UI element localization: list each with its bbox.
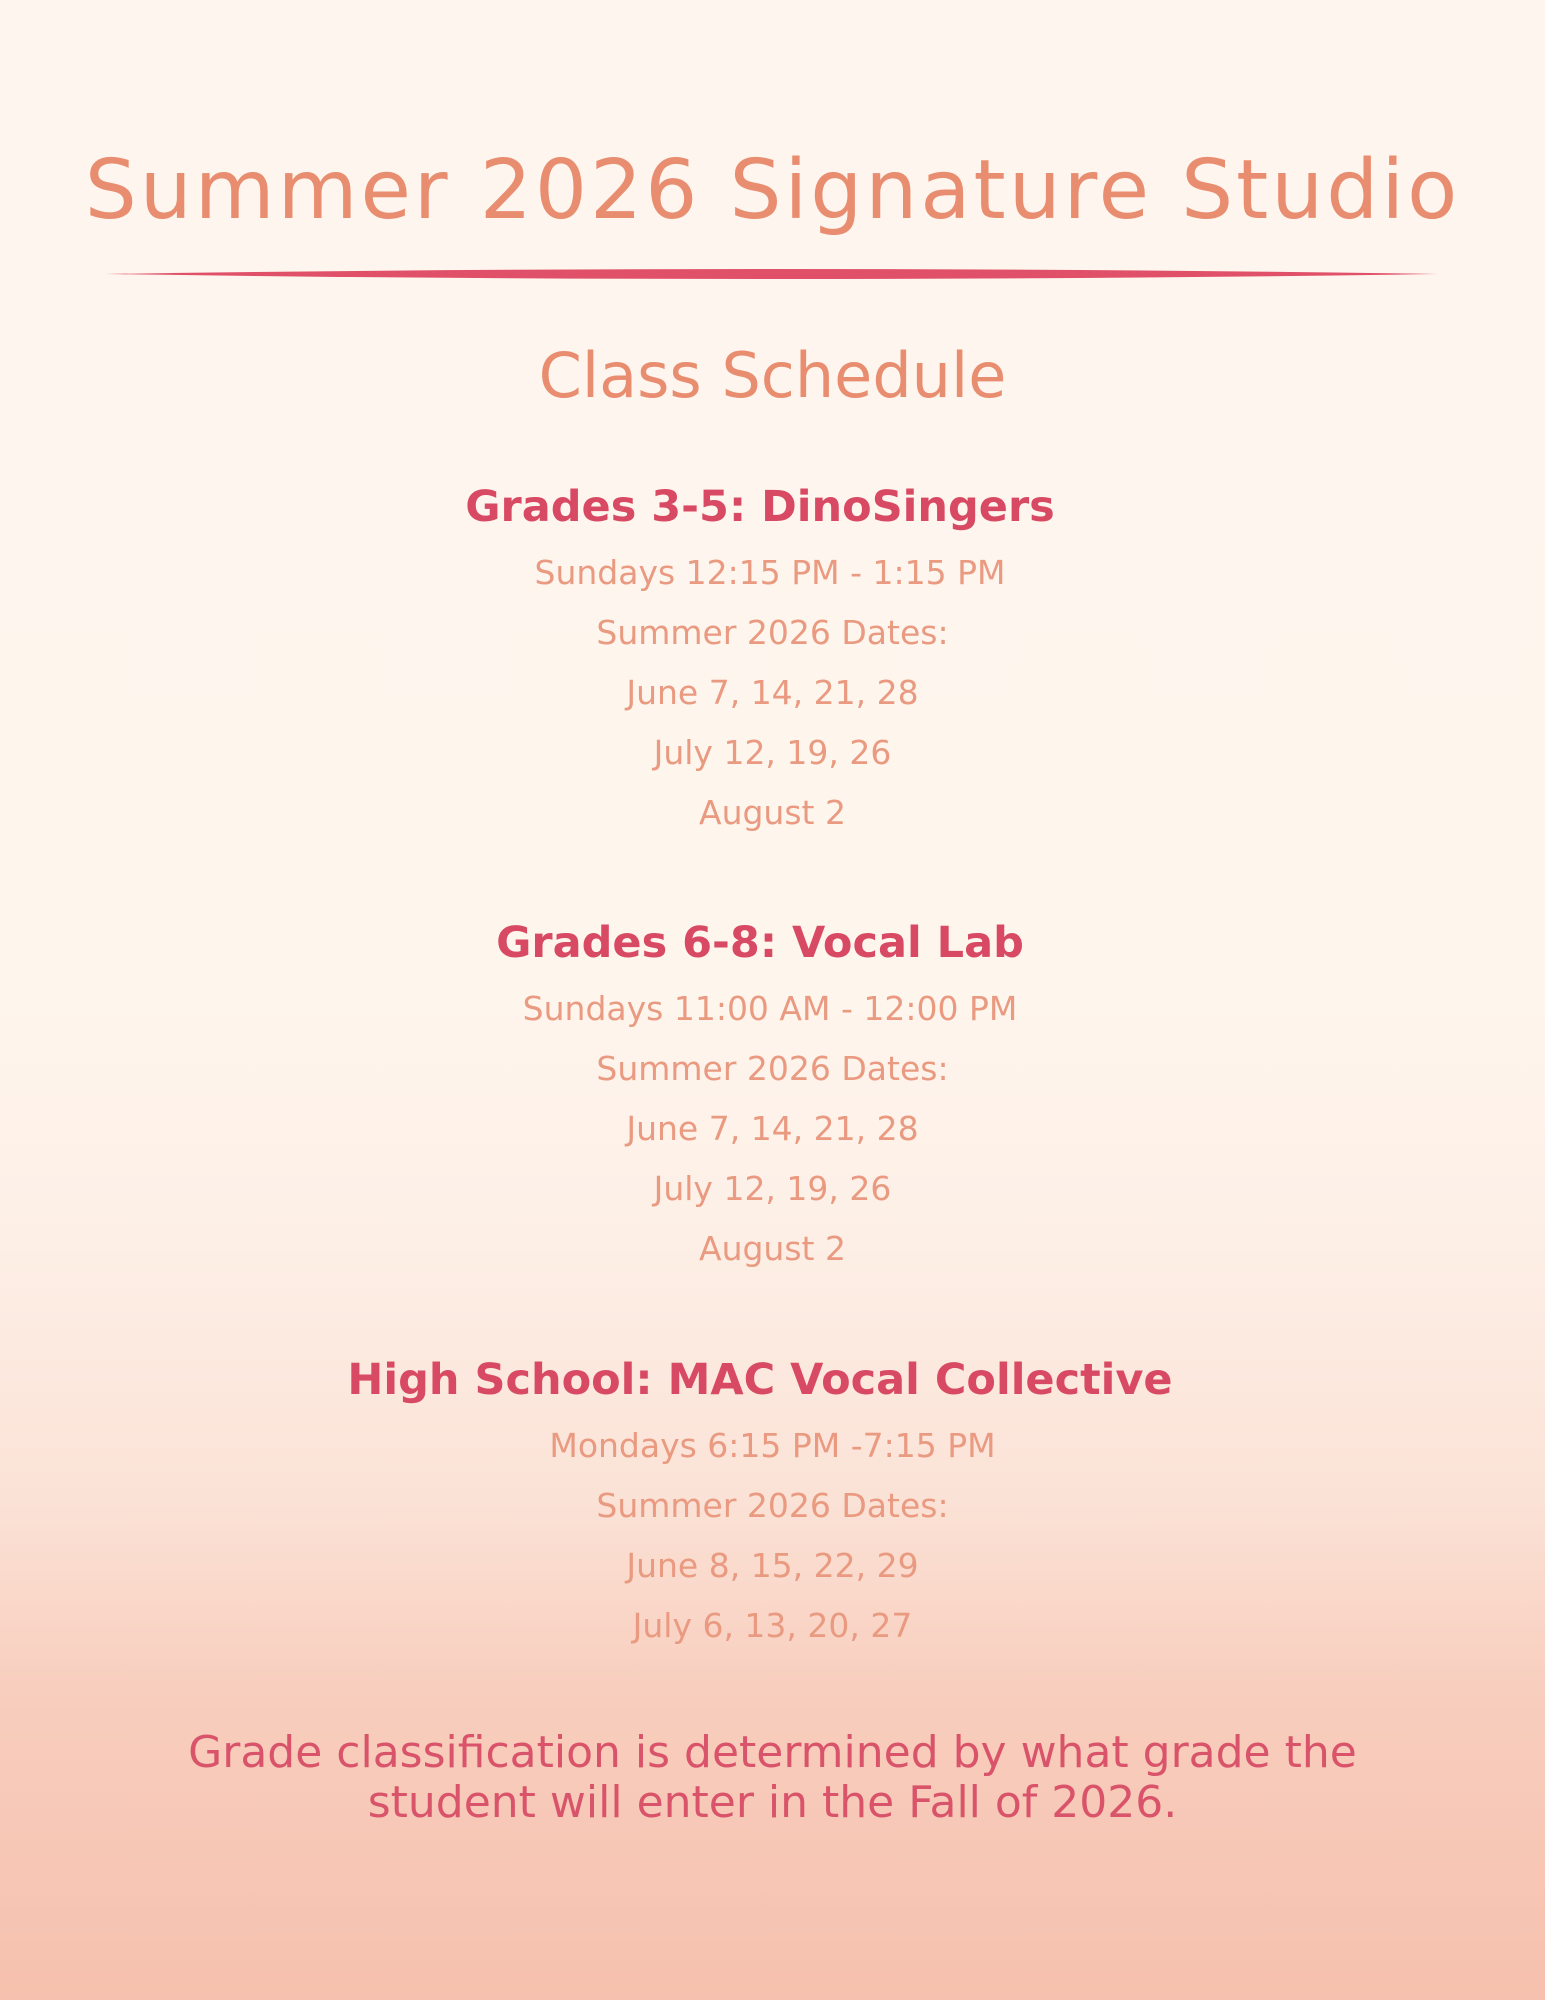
class-section-grades-3-5 — [0, 479, 1545, 843]
section-heading: High School: MAC Vocal Collective — [347, 1355, 1173, 1405]
date-line: June 7, 14, 21, 28 — [626, 1109, 919, 1148]
dates-label: Summer 2026 Dates: — [596, 1049, 949, 1088]
page-subtitle: Class Schedule — [538, 339, 1007, 412]
note-line-2: student will enter in the Fall of 2026. — [367, 1777, 1178, 1828]
class-time: Sundays 11:00 AM - 12:00 PM — [522, 989, 1018, 1028]
date-line: August 2 — [699, 793, 846, 832]
date-line: July 12, 19, 26 — [653, 1169, 892, 1208]
title-underline — [106, 268, 1438, 280]
date-line: June 8, 15, 22, 29 — [626, 1546, 919, 1585]
grade-classification-note — [0, 1728, 1545, 1828]
date-line: August 2 — [699, 1229, 846, 1268]
note-line-1: Grade classification is determined by what grade the — [188, 1727, 1357, 1778]
class-time: Sundays 12:15 PM - 1:15 PM — [534, 553, 1006, 592]
class-section-high-school — [0, 1352, 1545, 1656]
page-title: Summer 2026 Signature Studio — [84, 143, 1461, 238]
dates-label: Summer 2026 Dates: — [596, 1486, 949, 1525]
section-heading: Grades 3-5: DinoSingers — [465, 482, 1055, 532]
date-line: July 12, 19, 26 — [653, 733, 892, 772]
class-time: Mondays 6:15 PM -7:15 PM — [549, 1426, 996, 1465]
date-line: June 7, 14, 21, 28 — [626, 673, 919, 712]
class-section-grades-6-8 — [0, 915, 1545, 1279]
section-heading: Grades 6-8: Vocal Lab — [496, 918, 1024, 968]
date-line: July 6, 13, 20, 27 — [632, 1606, 913, 1645]
dates-label: Summer 2026 Dates: — [596, 613, 949, 652]
